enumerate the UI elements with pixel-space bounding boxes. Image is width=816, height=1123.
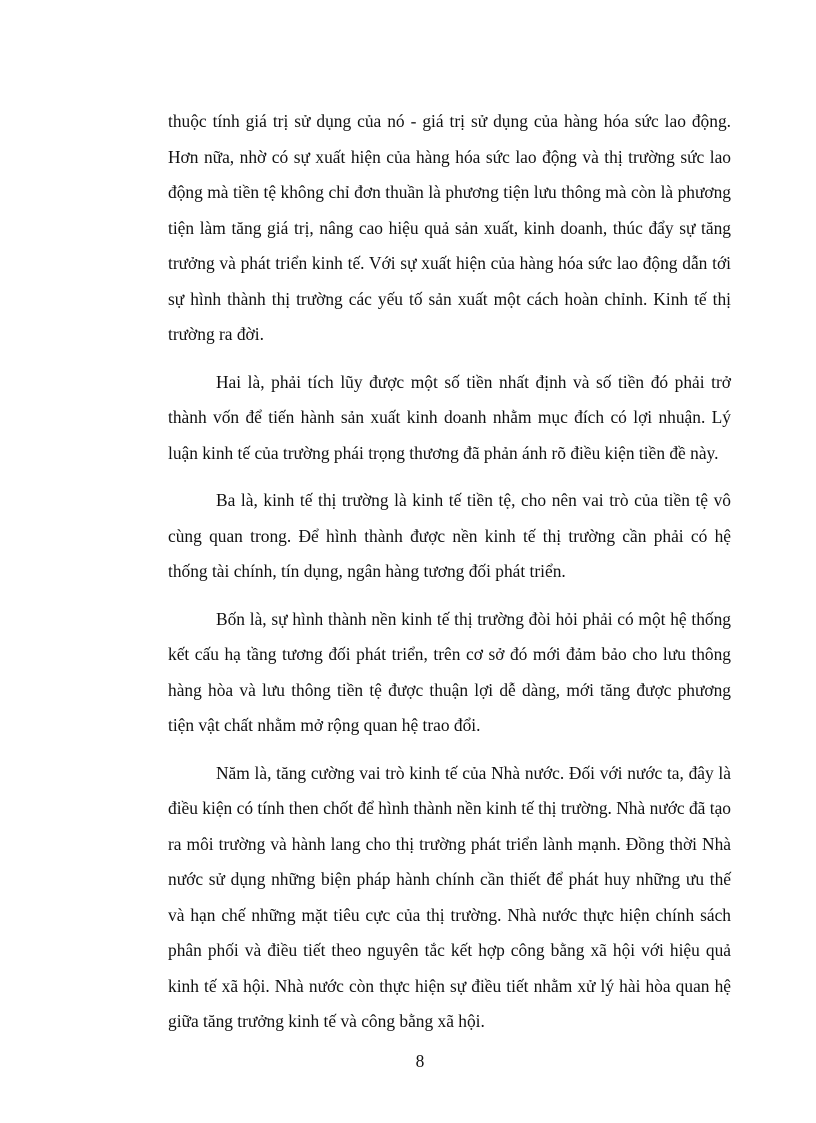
document-page [168,104,731,1040]
page-number: 8 [415,1051,425,1071]
paragraph-condition-three: Ba là, kinh tế thị trường là kinh tế tiền tệ, cho nên vai trò của tiền tệ vô cùng quan trong. Để hình thành được nền kinh tế thị trường cần phải có hệ thống tài chính, tín dụng, ngân hàng tương đối phát triển. [168,490,731,581]
paragraph-condition-two: Hai là, phải tích lũy được một số tiền nhất định và số tiền đó phải trở thành vốn để tiến hành sản xuất kinh doanh nhằm mục đích có lợi nhuận. Lý luận kinh tế của trường phái trọng thương đã phản ánh rõ điều kiện tiền đề này. [168,371,731,463]
paragraph-condition-five: Năm là, tăng cường vai trò kinh tế của Nhà nước. Đối với nước ta, đây là điều kiện có tính then chốt để hình thành nền kinh tế thị trường. Nhà nước đã tạo ra môi trường và hành lang cho thị trường phát triển lành mạnh. Đồng thời Nhà nước sử dụng những biện pháp hành chính cần thiết để phát huy những ưu thế và hạn chế những mặt tiêu cực của thị trường. Nhà nước thực hiện chính sách phân phối và điều tiết theo nguyên tắc kết hợp công bằng xã hội với hiệu quả kinh tế xã hội. Nhà nước còn thực hiện sự điều tiết nhằm xử lý hài hòa quan hệ giữa tăng trưởng kinh tế và công bằng xã hội. [168,762,731,1031]
paragraph-condition-four: Bốn là, sự hình thành nền kinh tế thị trường đòi hỏi phải có một hệ thống kết cấu hạ tầng tương đối phát triển, trên cơ sở đó mới đảm bảo cho lưu thông hàng hòa và lưu thông tiền tệ được thuận lợi dễ dàng, mới tăng được phương tiện vật chất nhằm mở rộng quan hệ trao đổi. [168,608,731,735]
paragraph-continuation: thuộc tính giá trị sử dụng của nó - giá trị sử dụng của hàng hóa sức lao động. Hơn nữa, nhờ có sự xuất hiện của hàng hóa sức lao động và thị trường sức lao động mà tiền tệ không chỉ đơn thuần là phương tiện lưu thông mà còn là phương tiện làm tăng giá trị, nâng cao hiệu quả sản xuất, kinh doanh, thúc đẩy sự tăng trưởng và phát triển kinh tế. Với sự xuất hiện của hàng hóa sức lao động dẫn tới sự hình thành thị trường các yếu tố sản xuất một cách hoàn chỉnh. Kinh tế thị trường ra đời. [168,111,731,344]
